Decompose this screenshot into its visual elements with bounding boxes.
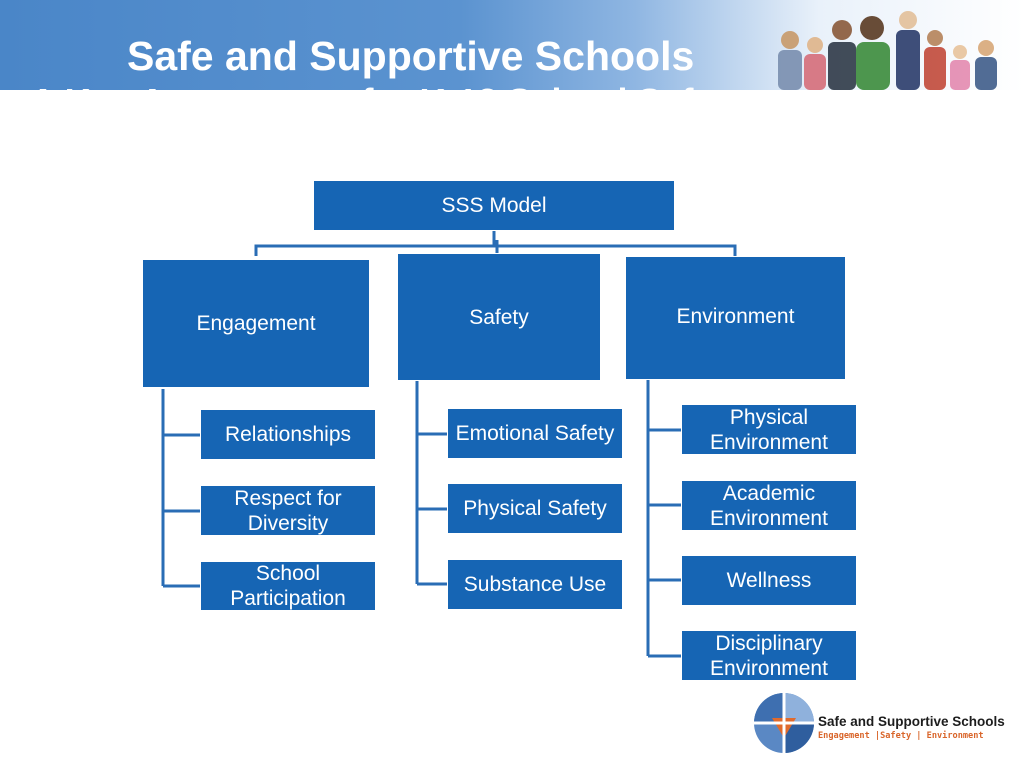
item-academic-environment: Academic Environment (681, 480, 857, 531)
item-physical-safety: Physical Safety (447, 483, 623, 534)
item-school-participation: School Participation (200, 561, 376, 611)
item-wellness: Wellness (681, 555, 857, 606)
safety-node: Safety (397, 253, 601, 381)
engagement-node: Engagement (142, 259, 370, 388)
engagement-spine (163, 389, 201, 586)
sss-model-node: SSS Model (313, 180, 675, 231)
slide-title: Safe and Supportive Schools (127, 33, 695, 79)
environment-node: Environment (625, 256, 846, 380)
item-disciplinary-environment: Disciplinary Environment (681, 630, 857, 681)
item-respect-for-diversity: Respect for Diversity (200, 485, 376, 536)
item-relationships: Relationships (200, 409, 376, 460)
logo-tagline: Engagement |Safety | Environment (818, 731, 984, 741)
item-physical-environment: Physical Environment (681, 404, 857, 455)
environment-spine (648, 380, 682, 656)
logo-title: Safe and Supportive Schools (818, 714, 1005, 729)
item-emotional-safety: Emotional Safety (447, 408, 623, 459)
slide-subtitle: A Key Assessment for K-12 School Safety (30, 81, 746, 122)
safety-spine (417, 381, 448, 584)
item-substance-use: Substance Use (447, 559, 623, 610)
